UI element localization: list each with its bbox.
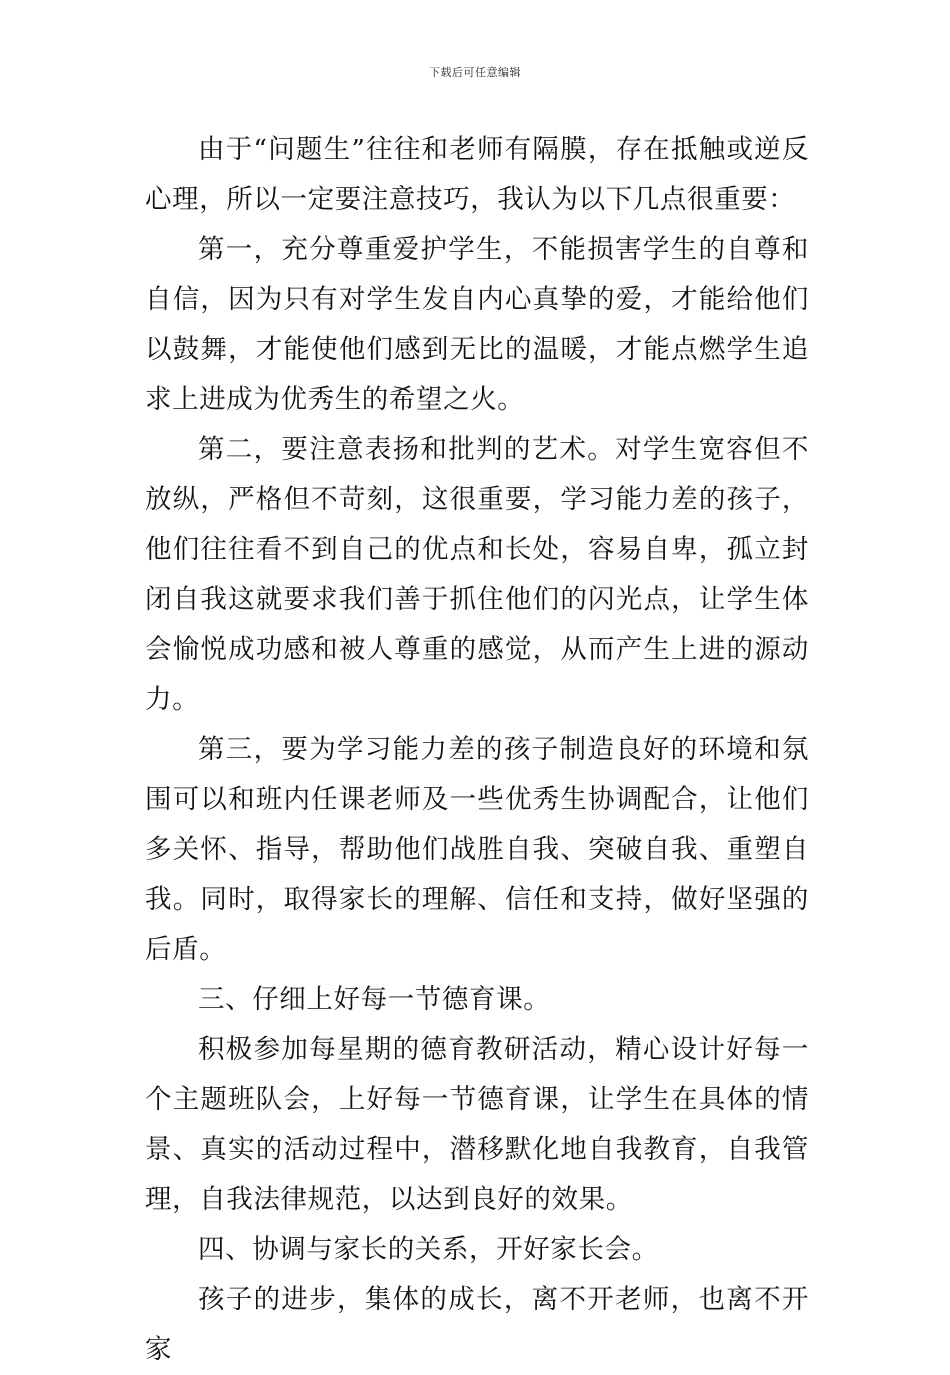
paragraph-parents: 孩子的进步，集体的成长，离不开老师，也离不开家 xyxy=(145,1284,809,1365)
document-body xyxy=(145,125,809,1375)
paragraph-moral-class: 积极参加每星期的德育教研活动，精心设计好每一个主题班队会，上好每一节德育课，让学生在具体的情景、真实的活动过程中，潜移默化地自我教育，自我管理，自我法律规范，以达到良好的效果。 xyxy=(145,1034,809,1215)
page-header: 下载后可任意编辑 xyxy=(429,66,521,79)
paragraph-intro: 由于“问题生”往往和老师有隔膜，存在抵触或逆反心理，所以一定要注意技巧，我认为以下几点很重要： xyxy=(145,134,809,215)
section-heading-four: 四、协调与家长的关系，开好家长会。 xyxy=(198,1234,659,1265)
section-heading-three: 三、仔细上好每一节德育课。 xyxy=(198,984,551,1015)
paragraph-point-three: 第三，要为学习能力差的孩子制造良好的环境和氛围可以和班内任课老师及一些优秀生协调配合，让他们多关怀、指导，帮助他们战胜自我、突破自我、重塑自我。同时，取得家长的理解、信任和支持，做好坚强的后盾。 xyxy=(145,734,809,965)
paragraph-point-two: 第二，要注意表扬和批判的艺术。对学生宽容但不放纵，严格但不苛刻，这很重要，学习能力差的孩子，他们往往看不到自己的优点和长处，容易自卑，孤立封闭自我这就要求我们善于抓住他们的闪光点，让学生体会愉悦成功感和被人尊重的感觉，从而产生上进的源动力。 xyxy=(145,434,809,715)
paragraph-point-one: 第一，充分尊重爱护学生，不能损害学生的自尊和自信，因为只有对学生发自内心真挚的爱，才能给他们以鼓舞，才能使他们感到无比的温暖，才能点燃学生追求上进成为优秀生的希望之火。 xyxy=(145,234,809,415)
